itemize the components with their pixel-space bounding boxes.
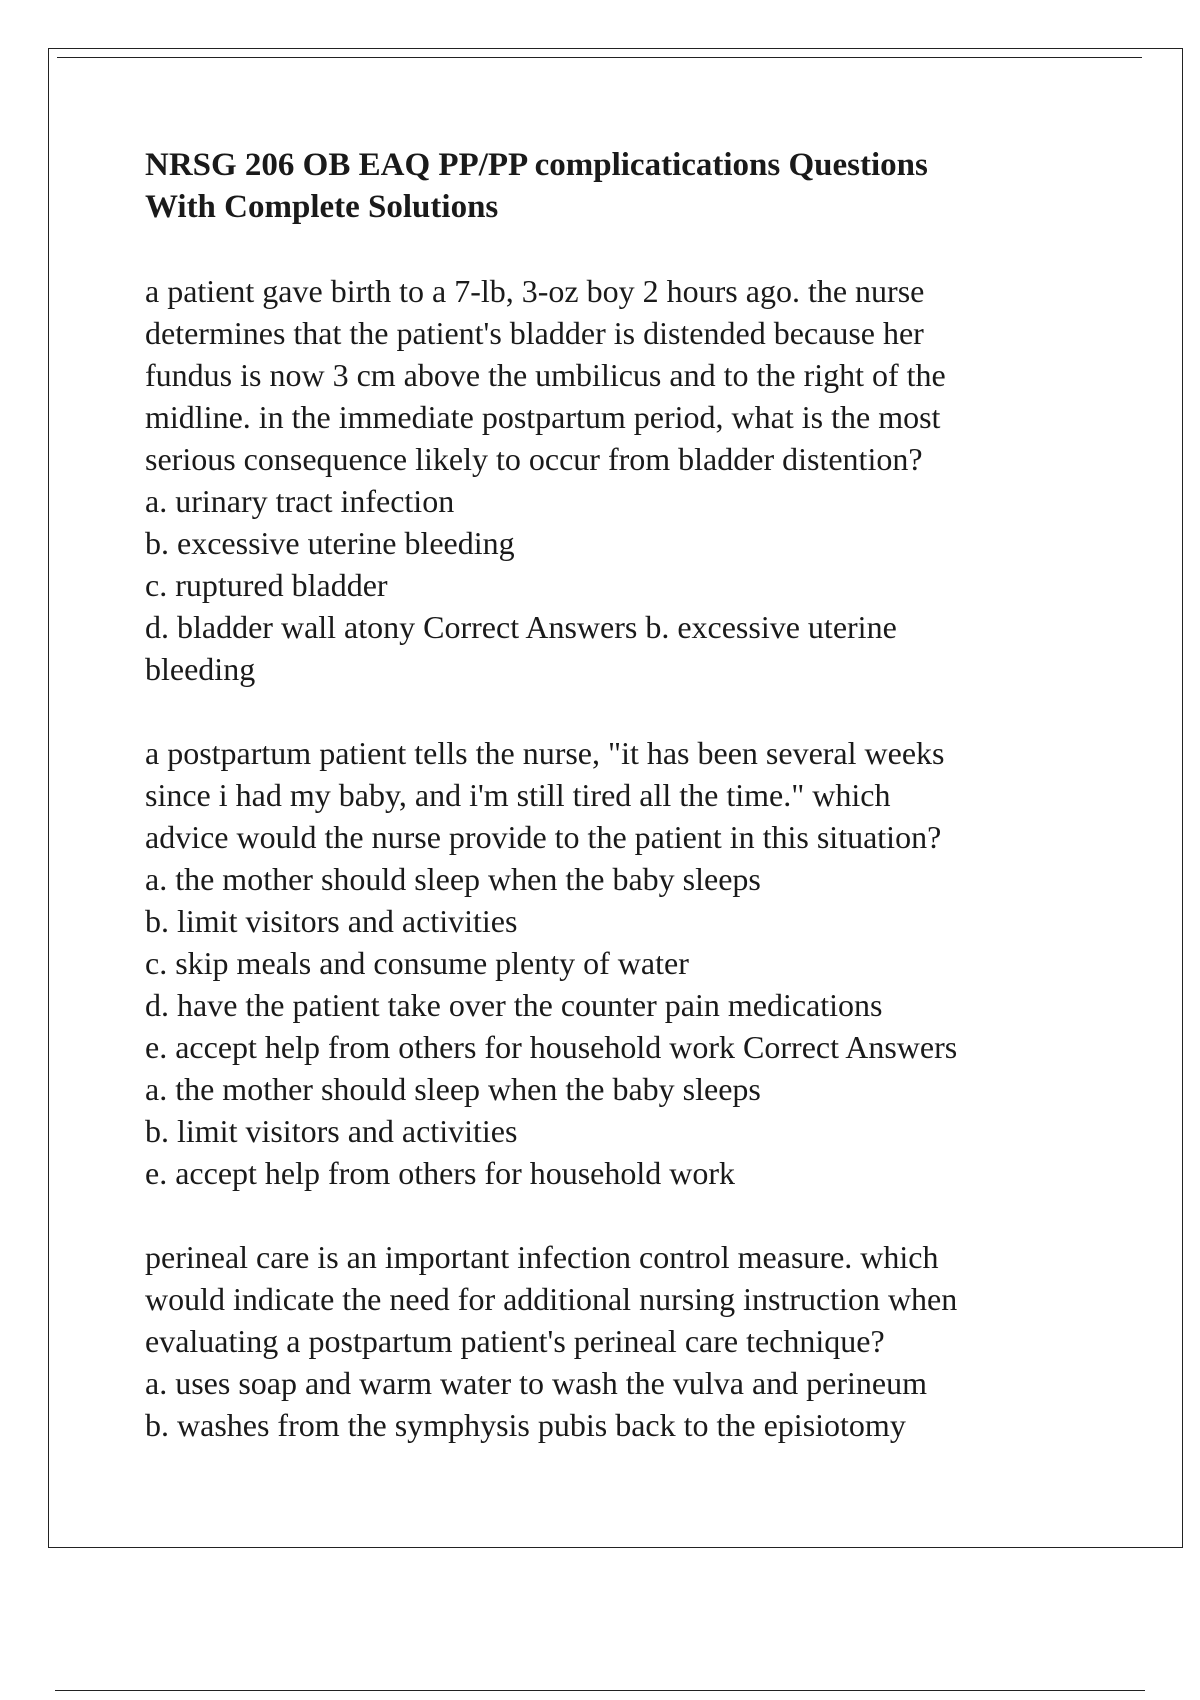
title-line-2: With Complete Solutions xyxy=(145,189,499,225)
answer-line: e. accept help from others for household work xyxy=(145,1155,736,1191)
option-line: e. accept help from others for household work Correct Answers xyxy=(145,1029,958,1065)
top-rule xyxy=(57,57,1142,58)
option-line: d. bladder wall atony Correct Answers b. excessive uterine xyxy=(145,609,897,645)
question-line: evaluating a postpartum patient's perineal care technique? xyxy=(145,1323,885,1359)
question-line: perineal care is an important infection control measure. which xyxy=(145,1239,939,1275)
question-line: would indicate the need for additional nursing instruction when xyxy=(145,1281,958,1317)
document-title xyxy=(145,144,1105,228)
bottom-rule xyxy=(55,1690,1145,1691)
option-line: a. uses soap and warm water to wash the vulva and perineum xyxy=(145,1365,927,1401)
title-line-1: NRSG 206 OB EAQ PP/PP complicatications Questions xyxy=(145,147,928,183)
question-text xyxy=(145,732,1105,1194)
question-line: serious consequence likely to occur from bladder distention? xyxy=(145,441,923,477)
question-3 xyxy=(145,1236,1105,1446)
option-line: a. urinary tract infection xyxy=(145,483,455,519)
question-2 xyxy=(145,732,1105,1194)
option-line: b. washes from the symphysis pubis back to the episiotomy xyxy=(145,1407,906,1443)
question-1 xyxy=(145,270,1105,690)
option-line: b. limit visitors and activities xyxy=(145,903,518,939)
option-line: d. have the patient take over the counter pain medications xyxy=(145,987,883,1023)
question-line: determines that the patient's bladder is distended because her xyxy=(145,315,924,351)
document-body xyxy=(145,144,1105,1488)
question-line: fundus is now 3 cm above the umbilicus and to the right of the xyxy=(145,357,946,393)
option-line: b. excessive uterine bleeding xyxy=(145,525,515,561)
question-line: a patient gave birth to a 7-lb, 3-oz boy 2 hours ago. the nurse xyxy=(145,273,925,309)
answer-line: a. the mother should sleep when the baby sleeps xyxy=(145,1071,761,1107)
question-line: since i had my baby, and i'm still tired all the time." which xyxy=(145,777,891,813)
option-line: c. ruptured bladder xyxy=(145,567,388,603)
question-text xyxy=(145,270,1105,690)
question-line: advice would the nurse provide to the patient in this situation? xyxy=(145,819,942,855)
question-line: a postpartum patient tells the nurse, "it has been several weeks xyxy=(145,735,945,771)
answer-line: bleeding xyxy=(145,651,256,687)
answer-line: b. limit visitors and activities xyxy=(145,1113,518,1149)
option-line: a. the mother should sleep when the baby sleeps xyxy=(145,861,761,897)
option-line: c. skip meals and consume plenty of water xyxy=(145,945,689,981)
question-line: midline. in the immediate postpartum period, what is the most xyxy=(145,399,941,435)
question-text xyxy=(145,1236,1105,1446)
